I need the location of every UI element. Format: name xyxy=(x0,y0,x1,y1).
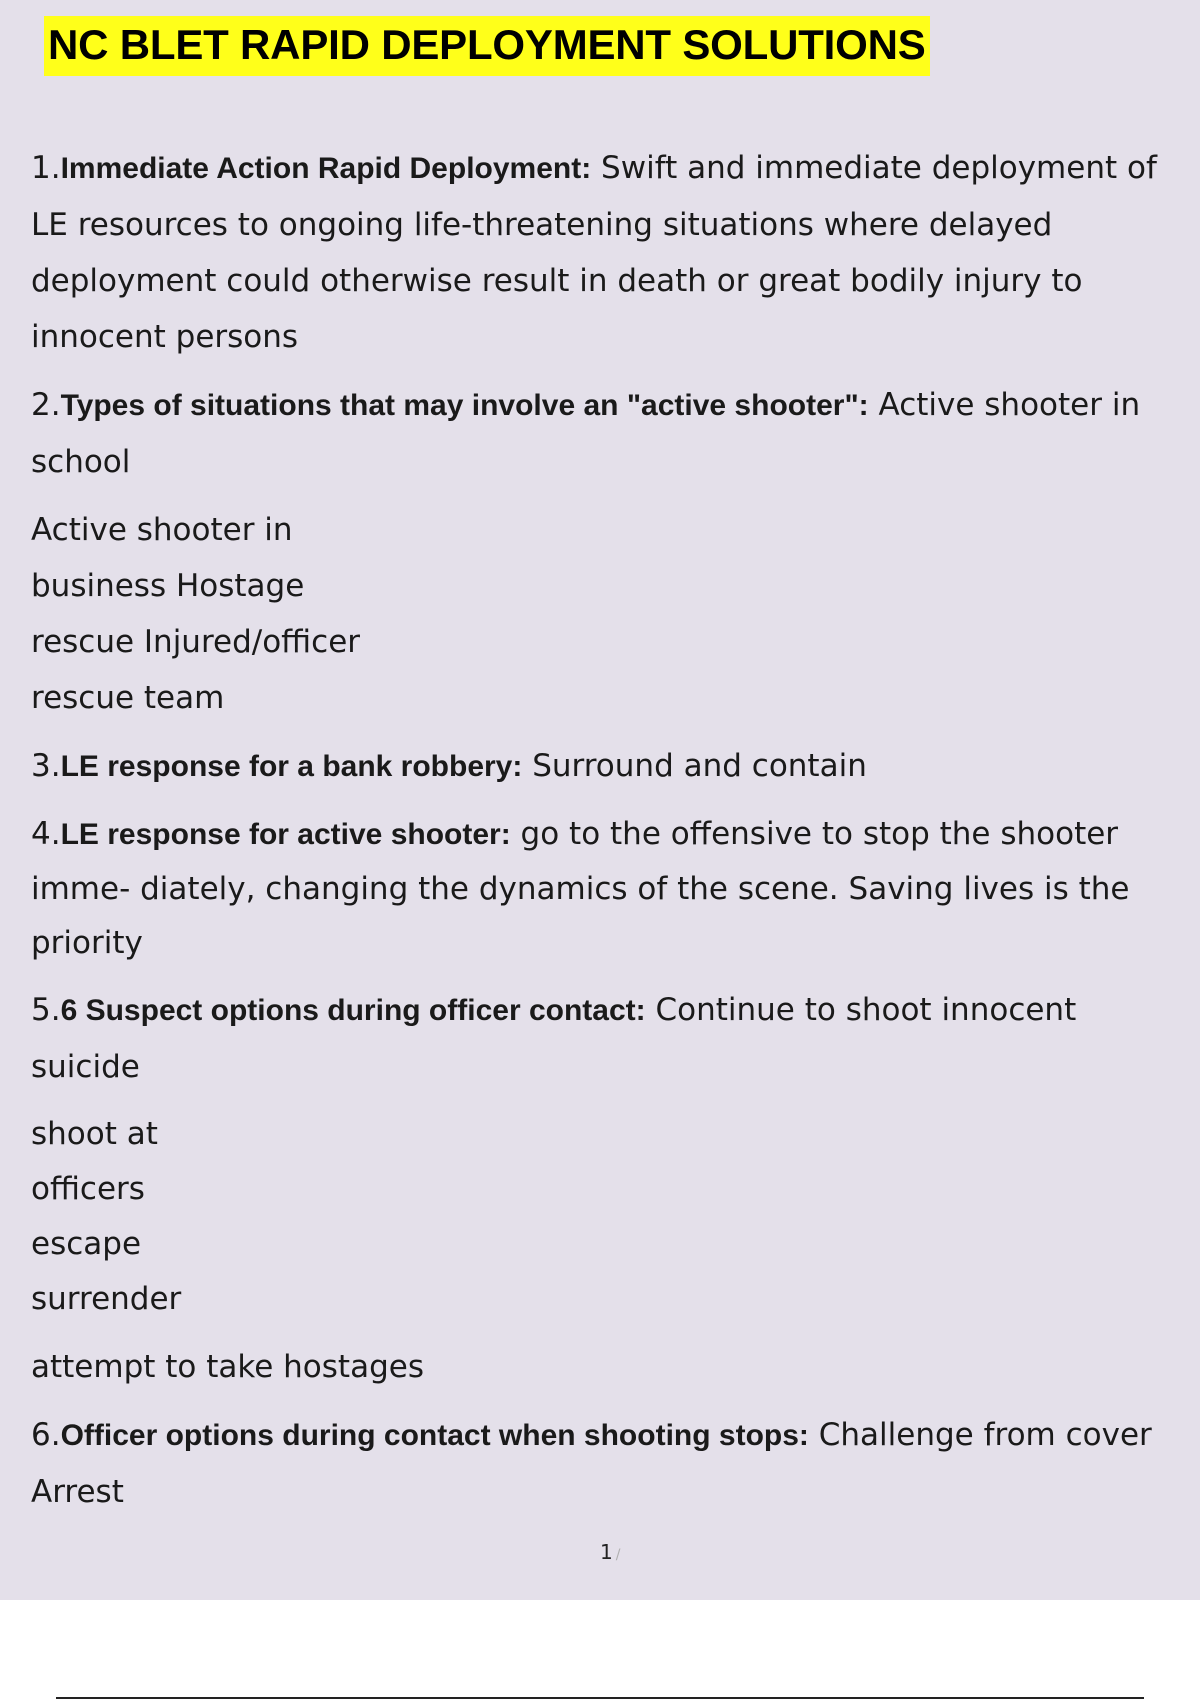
item-extra-line: surrender xyxy=(31,1281,182,1317)
item-number: 4. xyxy=(31,816,61,852)
page-number-suffix: / xyxy=(615,1547,621,1563)
page-title: NC BLET RAPID DEPLOYMENT SOLUTIONS xyxy=(44,16,930,76)
item-extra-line: officers xyxy=(31,1171,145,1207)
list-item xyxy=(31,738,1191,795)
list-item xyxy=(31,1407,1191,1520)
item-term: LE response for a bank robbery: xyxy=(60,750,523,783)
item-number: 2. xyxy=(31,387,61,423)
item-term: Immediate Action Rapid Deployment: xyxy=(60,152,592,185)
item-extra-block xyxy=(31,1107,1191,1327)
list-item xyxy=(31,982,1191,1095)
item-term: Officer options during contact when shooting stops: xyxy=(60,1419,809,1452)
item-extra-line: attempt to take hostages xyxy=(31,1349,424,1385)
list-item xyxy=(31,377,1191,490)
item-number: 5. xyxy=(31,992,61,1028)
item-extra-line: Active shooter in xyxy=(31,512,293,548)
item-definition: Surround and contain xyxy=(522,748,867,784)
item-extra-line: business Hostage xyxy=(31,568,305,604)
item-term: LE response for active shooter: xyxy=(60,818,511,851)
item-number: 1. xyxy=(31,150,61,186)
document-content xyxy=(31,140,1191,1532)
footer-divider xyxy=(56,1697,1144,1699)
page-number-value: 1 xyxy=(600,1540,613,1564)
item-extra-line: rescue Injured/officer xyxy=(31,624,361,660)
item-definition: Continue to shoot innocent suicide xyxy=(31,992,1077,1085)
item-definition: go to the offensive to stop the shooter imme- diately, changing the dynamics of the scene. Saving lives is the priority xyxy=(31,816,1130,961)
item-definition: Challenge from cover Arrest xyxy=(31,1417,1152,1510)
item-extra-line: shoot at xyxy=(31,1116,158,1152)
item-extra-block xyxy=(31,502,1191,726)
item-term: 6 Suspect options during officer contact: xyxy=(60,994,646,1027)
item-number: 3. xyxy=(31,748,61,784)
item-number: 6. xyxy=(31,1417,61,1453)
list-item xyxy=(31,807,1191,970)
list-item xyxy=(31,140,1191,365)
item-term: Types of situations that may involve an "active shooter": xyxy=(60,389,869,422)
item-definition: Swift and immediate deployment of LE resources to ongoing life-threatening situations where delayed deployment could otherwise result in death or great bodily injury to innocent persons xyxy=(31,150,1157,355)
item-definition: Active shooter in school xyxy=(31,387,1141,480)
item-extra-line: rescue team xyxy=(31,680,225,716)
page-number xyxy=(600,1540,620,1564)
item-extra-line: escape xyxy=(31,1226,142,1262)
